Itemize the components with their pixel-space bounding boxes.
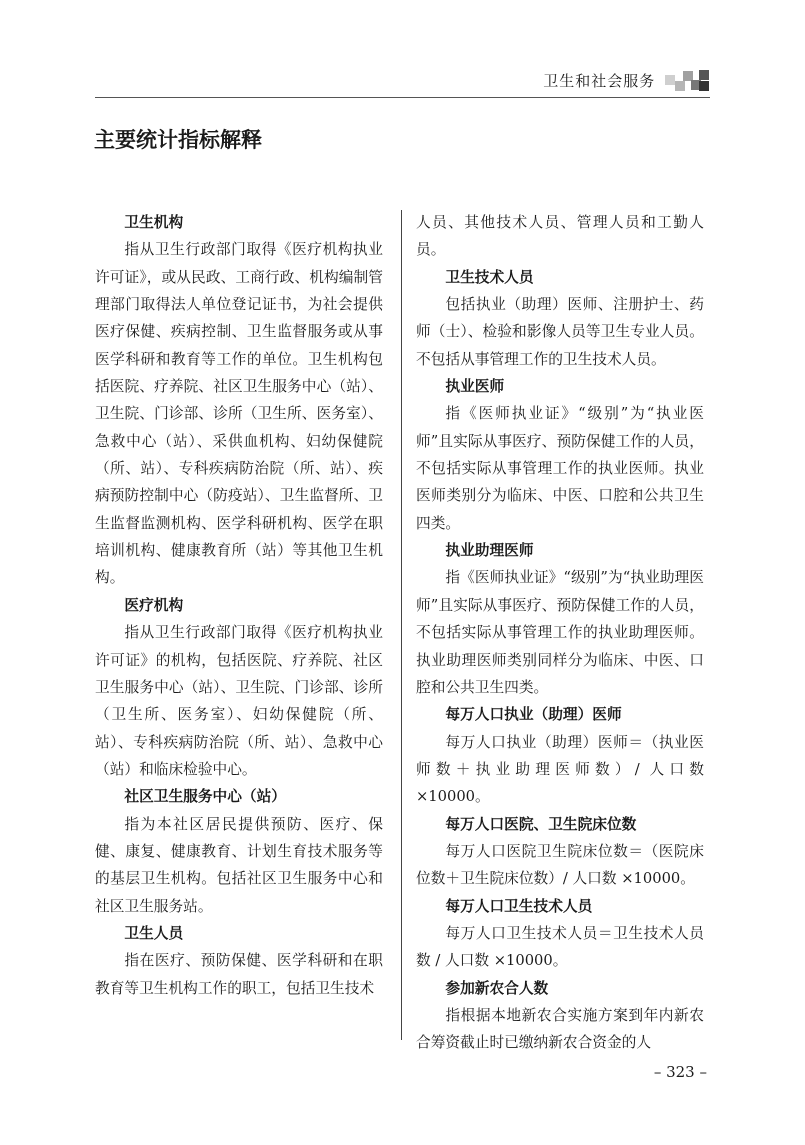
section-heading: 卫生人员 — [124, 924, 184, 942]
body-paragraph: 指从卫生行政部门取得《医疗机构执业许可证》的机构，包括医院、疗养院、社区卫生服务中心（站）、卫生院、门诊部、诊所（卫生所、医务室）、妇幼保健院（所、站）、专科疾病防治院（所、站）、急救中心（站）和临床检验中心。 — [95, 624, 383, 778]
left-column — [95, 209, 383, 1002]
section-title: 卫生和社会服务 — [543, 72, 656, 90]
section-heading: 每万人口卫生技术人员 — [445, 897, 593, 915]
right-column — [416, 209, 704, 1057]
section-heading: 社区卫生服务中心（站） — [124, 788, 286, 806]
body-paragraph: 指从卫生行政部门取得《医疗机构执业许可证》，或从民政、工商行政、机构编制管理部门取得法人单位登记证书，为社会提供医疗保健、疾病控制、卫生监督服务或从事医学科研和教育等工作的单位。卫生机构包括医院、疗养院、社区卫生服务中心（站）、卫生院、门诊部、诊所（卫生所、医务室）、急救中心（站）、采供血机构、妇幼保健院（所、站）、专科疾病防治院（所、站）、疾病预防控制中心（防疫站）、卫生监督所、卫生监督监测机构、医学科研机构、医学在职培训机构、健康教育所（站）等其他卫生机构。 — [95, 241, 383, 587]
body-paragraph: 指为本社区居民提供预防、医疗、保健、康复、健康教育、计划生育技术服务等的基层卫生机构。包括社区卫生服务中心和社区卫生服务站。 — [95, 815, 383, 915]
body-paragraph: 每万人口医院卫生院床位数＝（医院床位数＋卫生院床位数）/ 人口数 ×10000。 — [416, 842, 704, 888]
header-rule — [95, 97, 710, 98]
section-heading: 执业助理医师 — [445, 542, 534, 560]
body-paragraph: 每万人口卫生技术人员＝卫生技术人员数 / 人口数 ×10000。 — [416, 924, 704, 970]
body-paragraph: 人员、其他技术人员、管理人员和工勤人员。 — [416, 214, 704, 259]
column-divider — [401, 210, 402, 1040]
body-paragraph: 指《医师执业证》“级别”为“执业医师”且实际从事医疗、预防保健工作的人员，不包括实际从事管理工作的执业医师。执业医师类别分为临床、中医、口腔和公共卫生四类。 — [416, 405, 704, 532]
section-heading: 医疗机构 — [124, 596, 184, 614]
body-paragraph: 包括执业（助理）医师、注册护士、药师（士）、检验和影像人员等卫生专业人员。不包括从事管理工作的卫生技术人员。 — [416, 296, 704, 368]
page-title: 主要统计指标解释 — [94, 128, 262, 152]
page-number: – 323 – — [653, 1063, 707, 1081]
section-heading: 卫生机构 — [124, 214, 184, 231]
section-heading: 执业医师 — [445, 378, 505, 396]
section-heading: 卫生技术人员 — [445, 268, 534, 286]
body-paragraph: 每万人口执业（助理）医师＝（执业医师数＋执业助理医师数）/ 人口数 ×10000。 — [416, 733, 704, 806]
section-heading: 每万人口执业（助理）医师 — [445, 706, 622, 724]
header-decoration-squares — [665, 68, 710, 93]
body-paragraph: 指在医疗、预防保健、医学科研和在职教育等卫生机构工作的职工，包括卫生技术 — [95, 952, 383, 997]
section-heading: 每万人口医院、卫生院床位数 — [445, 815, 637, 833]
section-heading: 参加新农合人数 — [445, 979, 549, 997]
body-paragraph: 指根据本地新农合实施方案到年内新农合筹资截止时已缴纳新农合资金的人 — [416, 1006, 704, 1052]
body-paragraph: 指《医师执业证》“级别”为“执业助理医师”且实际从事医疗、预防保健工作的人员，不包括实际从事管理工作的执业助理医师。执业助理医师类别同样分为临床、中医、口腔和公共卫生四类。 — [416, 569, 704, 696]
